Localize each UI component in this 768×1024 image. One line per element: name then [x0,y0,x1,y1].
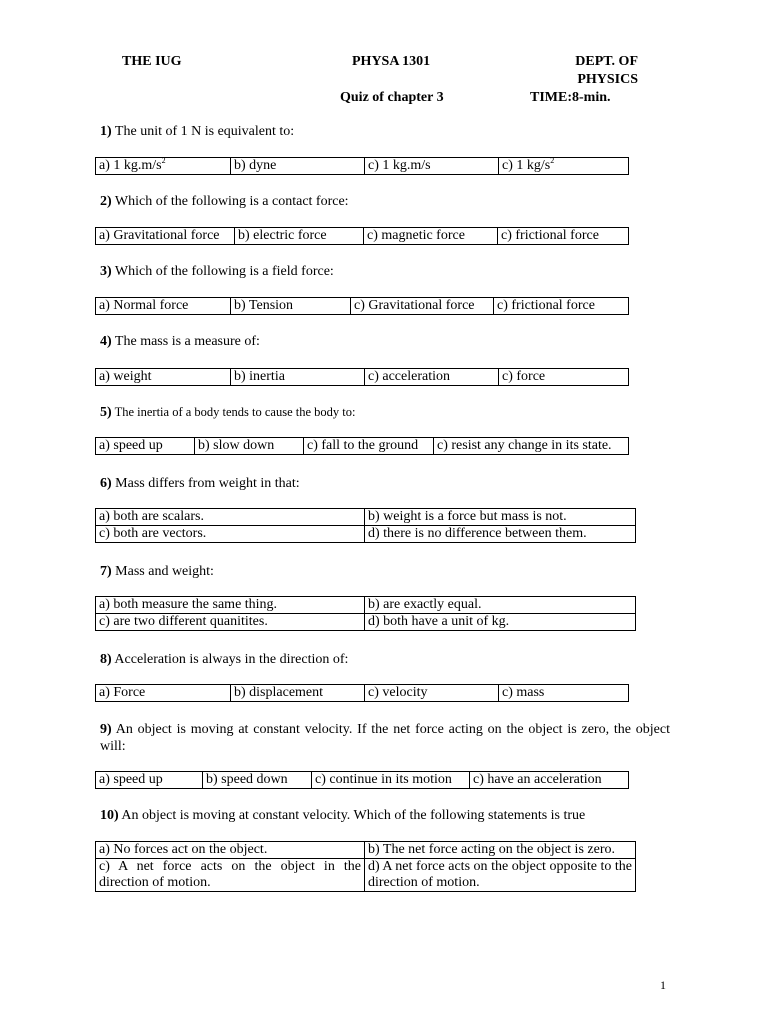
question-text: An object is moving at constant velocity. Which of the following statements is true [121,808,586,823]
option-b[interactable]: b) inertia [231,369,365,386]
option-c-second[interactable]: c) force [499,369,629,386]
option-c[interactable]: c) both are vectors. [96,526,365,543]
department-line-1: DEPT. OF [575,54,638,69]
option-b[interactable]: b) displacement [231,685,365,702]
option-c-second[interactable]: c) mass [499,685,629,702]
option-a[interactable]: a) both are scalars. [96,509,365,526]
answer-table-6 [95,508,636,543]
question-number: 9) [100,722,112,737]
answer-table-1 [95,157,629,175]
option-b[interactable]: b) dyne [231,158,365,175]
question-8 [100,651,348,668]
question-text: An object is moving at constant velocity. If the net force acting on the object is zero, the object will: [100,722,670,754]
answer-table-7 [95,596,636,631]
question-5 [100,404,355,421]
option-a[interactable]: a) Normal force [96,298,231,315]
question-3 [100,263,334,280]
question-text: Mass differs from weight in that: [115,476,300,491]
question-number: 3) [100,264,112,279]
option-c[interactable]: c) Gravitational force [351,298,494,315]
option-c-second[interactable]: c) frictional force [498,228,629,245]
question-text: Which of the following is a contact force: [114,194,349,209]
option-c-second[interactable]: c) have an acceleration [470,772,629,789]
question-text: Which of the following is a field force: [114,264,334,279]
option-a[interactable]: a) Force [96,685,231,702]
option-c[interactable]: c) acceleration [365,369,499,386]
option-b[interactable]: b) electric force [235,228,364,245]
question-text: The unit of 1 N is equivalent to: [114,124,295,139]
option-a[interactable]: a) No forces act on the object. [96,842,365,859]
answer-table-4 [95,368,629,386]
question-number: 6) [100,476,112,491]
option-b[interactable]: b) are exactly equal. [365,597,636,614]
question-7 [100,563,214,580]
option-c-second[interactable]: c) resist any change in its state. [434,438,629,455]
option-c[interactable]: c) are two different quanitites. [96,614,365,631]
question-number: 5) [100,405,112,420]
question-text: Acceleration is always in the direction of: [114,652,349,667]
option-d[interactable]: d) both have a unit of kg. [365,614,636,631]
answer-table-2 [95,227,629,245]
question-number: 2) [100,194,112,209]
option-a[interactable]: a) speed up [96,438,195,455]
option-b[interactable]: b) speed down [203,772,312,789]
option-a[interactable]: a) speed up [96,772,203,789]
option-d[interactable]: d) there is no difference between them. [365,526,636,543]
option-c[interactable]: c) 1 kg.m/s [365,158,499,175]
option-a[interactable]: a) both measure the same thing. [96,597,365,614]
question-number: 8) [100,652,112,667]
question-number: 7) [100,564,112,579]
time-limit: TIME:8-min. [530,90,611,105]
option-a[interactable]: a) 1 $kg.m/s^2$ [96,158,231,175]
option-a[interactable]: a) weight [96,369,231,386]
page-number: 1 [660,978,666,992]
option-b[interactable]: b) Tension [231,298,351,315]
question-text: The inertia of a body tends to cause the body to: [114,405,356,419]
question-number: 1) [100,124,112,139]
option-c[interactable]: c) A net force acts on the object in the direction of motion. [96,859,365,892]
question-number: 10) [100,808,119,823]
option-b[interactable]: b) weight is a force but mass is not. [365,509,636,526]
question-2 [100,193,349,210]
option-d[interactable]: d) A net force acts on the object opposite to the direction of motion. [365,859,636,892]
option-c[interactable]: c) continue in its motion [312,772,470,789]
question-text: The mass is a measure of: [114,334,260,349]
question-4 [100,333,260,350]
course-code: PHYSA 1301 [352,54,431,69]
option-c-second[interactable]: c) 1 $kg/s^2$ [499,158,629,175]
answer-table-5 [95,437,629,455]
option-a[interactable]: a) Gravitational force [96,228,235,245]
option-b[interactable]: b) slow down [195,438,304,455]
option-c-second[interactable]: c) frictional force [494,298,629,315]
department-line-2: PHYSICS [577,72,638,87]
question-number: 4) [100,334,112,349]
option-c[interactable]: c) magnetic force [364,228,498,245]
answer-table-3 [95,297,629,315]
answer-table-10 [95,841,636,892]
institution-name: THE IUG [122,54,182,69]
option-c[interactable]: c) velocity [365,685,499,702]
quiz-title: Quiz of chapter 3 [340,90,444,105]
option-c[interactable]: c) fall to the ground [304,438,434,455]
question-10 [100,807,585,824]
question-text: Mass and weight: [115,564,214,579]
question-9 [100,721,670,755]
answer-table-9 [95,771,629,789]
option-b[interactable]: b) The net force acting on the object is zero. [365,842,636,859]
question-6 [100,475,300,492]
question-1 [100,123,294,140]
answer-table-8 [95,684,629,702]
